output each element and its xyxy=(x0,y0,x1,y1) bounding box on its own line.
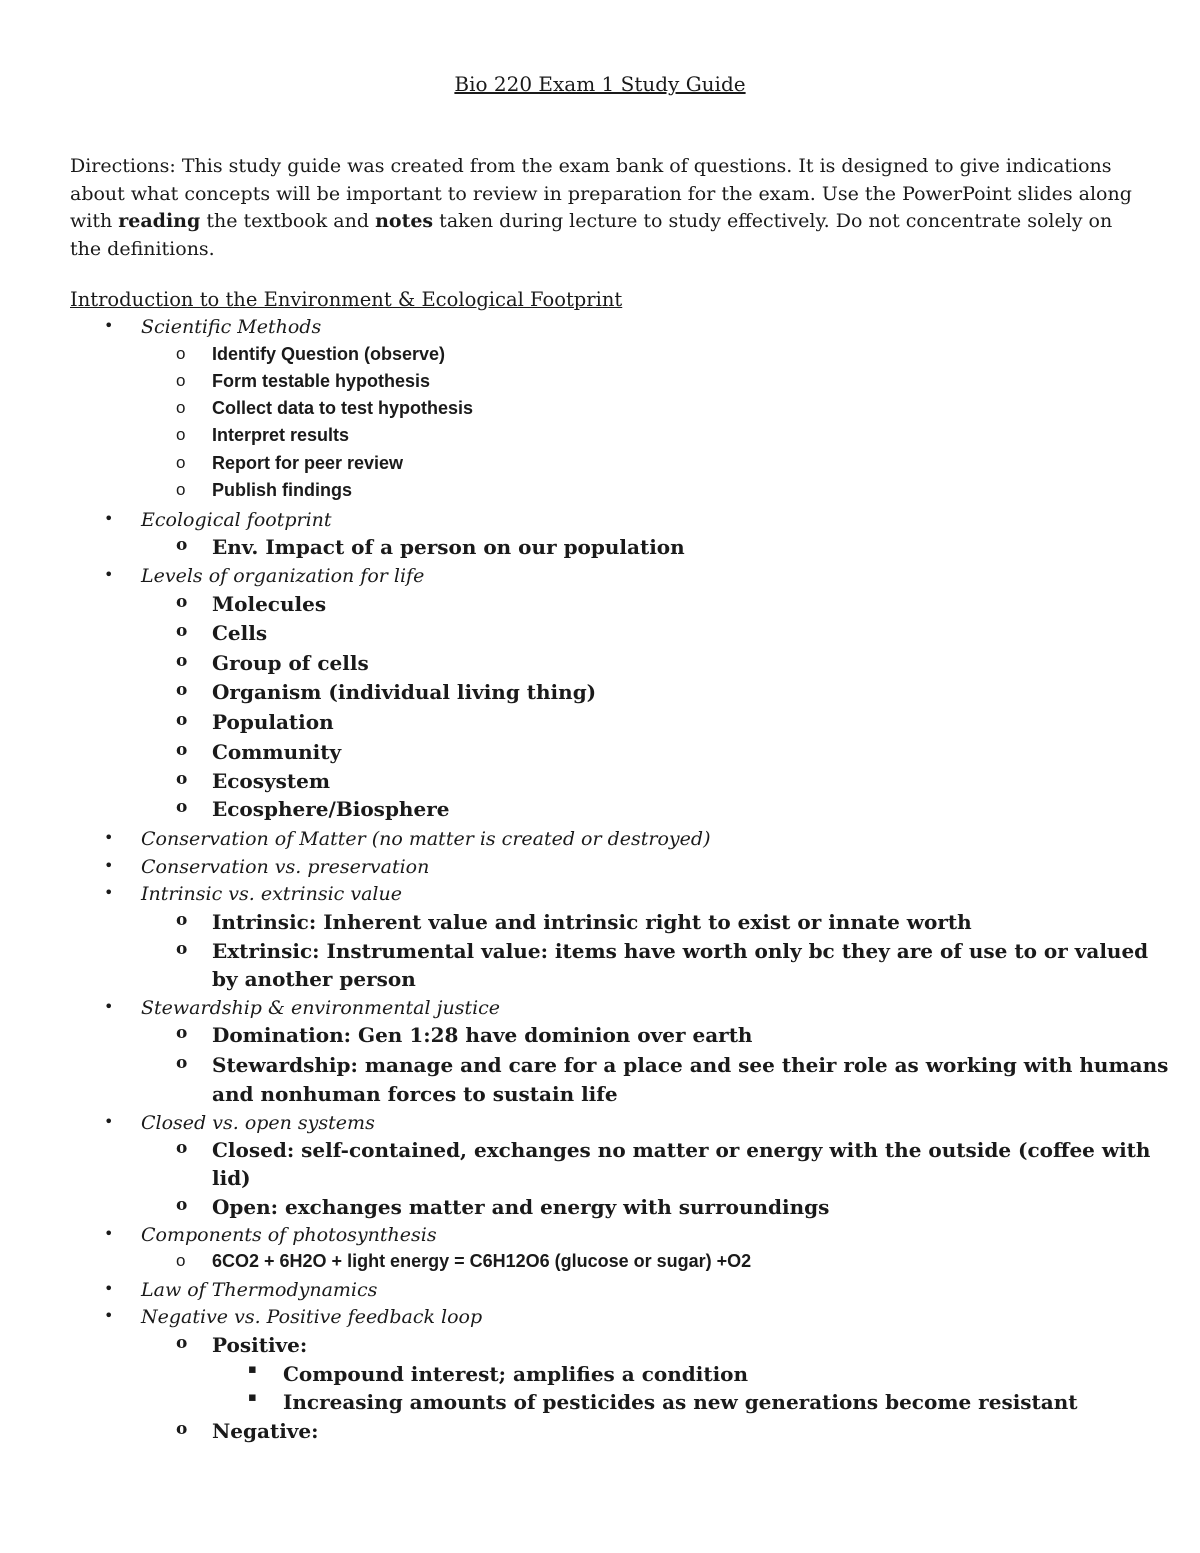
bullet-circle-icon: o xyxy=(176,480,186,499)
bullet-disc-icon: • xyxy=(104,997,114,1016)
bullet-circle-icon: o xyxy=(176,1023,188,1043)
bullet-circle-icon: o xyxy=(176,1138,188,1158)
bullet-circle-icon: o xyxy=(176,1419,188,1439)
bullet-disc-icon: • xyxy=(104,316,114,335)
directions-bold-reading: reading xyxy=(118,210,201,232)
bullet-disc-icon: • xyxy=(104,1279,114,1298)
bullet-circle-icon: o xyxy=(176,592,188,612)
bullet-circle-icon: o xyxy=(176,710,188,730)
bullet-circle-icon: o xyxy=(176,398,186,417)
bullet-circle-icon: o xyxy=(176,453,186,472)
bullet-circle-icon: o xyxy=(176,910,188,930)
bullet-circle-icon: o xyxy=(176,535,188,555)
bullet-disc-icon: • xyxy=(104,856,114,875)
bullet-disc-icon: • xyxy=(104,1112,114,1131)
bullet-circle-icon: o xyxy=(176,1053,188,1073)
bullet-circle-icon: o xyxy=(176,939,188,959)
bullet-circle-icon: o xyxy=(176,1251,186,1270)
directions-paragraph xyxy=(70,153,1140,263)
list-item-continuation: and nonhuman forces to sustain life xyxy=(212,1082,618,1106)
list-item-continuation: lid) xyxy=(212,1166,251,1190)
bullet-disc-icon: • xyxy=(104,1224,114,1243)
bullet-square-icon: ▪ xyxy=(248,1362,257,1377)
bullet-circle-icon: o xyxy=(176,1195,188,1215)
bullet-disc-icon: • xyxy=(104,565,114,584)
list-item-continuation: by another person xyxy=(212,967,416,991)
bullet-circle-icon: o xyxy=(176,651,188,671)
directions-bold-notes: notes xyxy=(375,210,434,232)
bullet-circle-icon: o xyxy=(176,740,188,760)
bullet-disc-icon: • xyxy=(104,883,114,902)
bullet-circle-icon: o xyxy=(176,769,188,789)
bullet-circle-icon: o xyxy=(176,371,186,390)
bullet-circle-icon: o xyxy=(176,344,186,363)
bullet-circle-icon: o xyxy=(176,1333,188,1353)
section-heading: Introduction to the Environment & Ecological Footprint xyxy=(70,288,623,311)
directions-text-3: taken during lecture to study effectively. Do not concentrate solely on the definitions. xyxy=(70,210,1113,260)
document-page: Bio 220 Exam 1 Study Guide Directions: This study guide was created from the exam bank of questions. It is designed to give indications about what concepts will be important to review in preparation for the exam. Use the PowerPoint slides along with reading the textbook and notes taken during lecture to study effectively. Do not concentrate solely on the definitions. Introduction to the Environment & Ecological Footprint • Scientific Methods o Identify Question (observe) o Form testable hypothesis o Collect data to test hypothesis o Interpret results o Report for peer review o Publish findings • Ecological footprint o Env. Impact of a person on our population • Levels of organization for life o Molecules o Cells o Group of cells o Organism (individual living thing) o Population o Community o Ecosystem o Ecosphere/Biosphere • Conservation of Matter (no matter is created or destroyed) • Conservation vs. preservation • Intrinsic vs. extrinsic value o Intrinsic: Inherent value and intrinsic right to exist or innate worth o Extrinsic: Instrumental value: items have worth only bc they are of use to or valued by another person • Stewardship & environmental justice o Domination: Gen 1:28 have dominion over earth o Stewardship: manage and care for a place and see their role as working with humans and nonhuman forces to sustain life • Closed vs. open systems o Closed: self-contained, exchanges no matter or energy with the outside (coffee with lid) o Open: exchanges matter and energy with surroundings • Components of photosynthesis o 6CO2 + 6H2O + light energy = C6H12O6 (glucose or sugar) +O2 • Law of Thermodynamics • Negative vs. Positive feedback loop o Positive: ▪ Compound interest; amplifies a condition ▪ Increasing amounts of pesticides as new generations become resistant o Negative: xyxy=(0,0,1200,1553)
directions-text-2: the textbook and xyxy=(200,210,376,232)
bullet-disc-icon: • xyxy=(104,509,114,528)
directions-text-1: Directions: This study guide was created from the exam bank of questions. It is designed to give indications about what concepts will be important to review in preparation for the exam. Use the PowerPoint slides along with xyxy=(70,155,1132,232)
page-title: Bio 220 Exam 1 Study Guide xyxy=(454,72,746,96)
bullet-circle-icon: o xyxy=(176,621,188,641)
bullet-circle-icon: o xyxy=(176,680,188,700)
bullet-square-icon: ▪ xyxy=(248,1390,257,1405)
bullet-circle-icon: o xyxy=(176,797,188,817)
bullet-disc-icon: • xyxy=(104,1306,114,1325)
bullet-disc-icon: • xyxy=(104,828,114,847)
bullet-circle-icon: o xyxy=(176,425,186,444)
